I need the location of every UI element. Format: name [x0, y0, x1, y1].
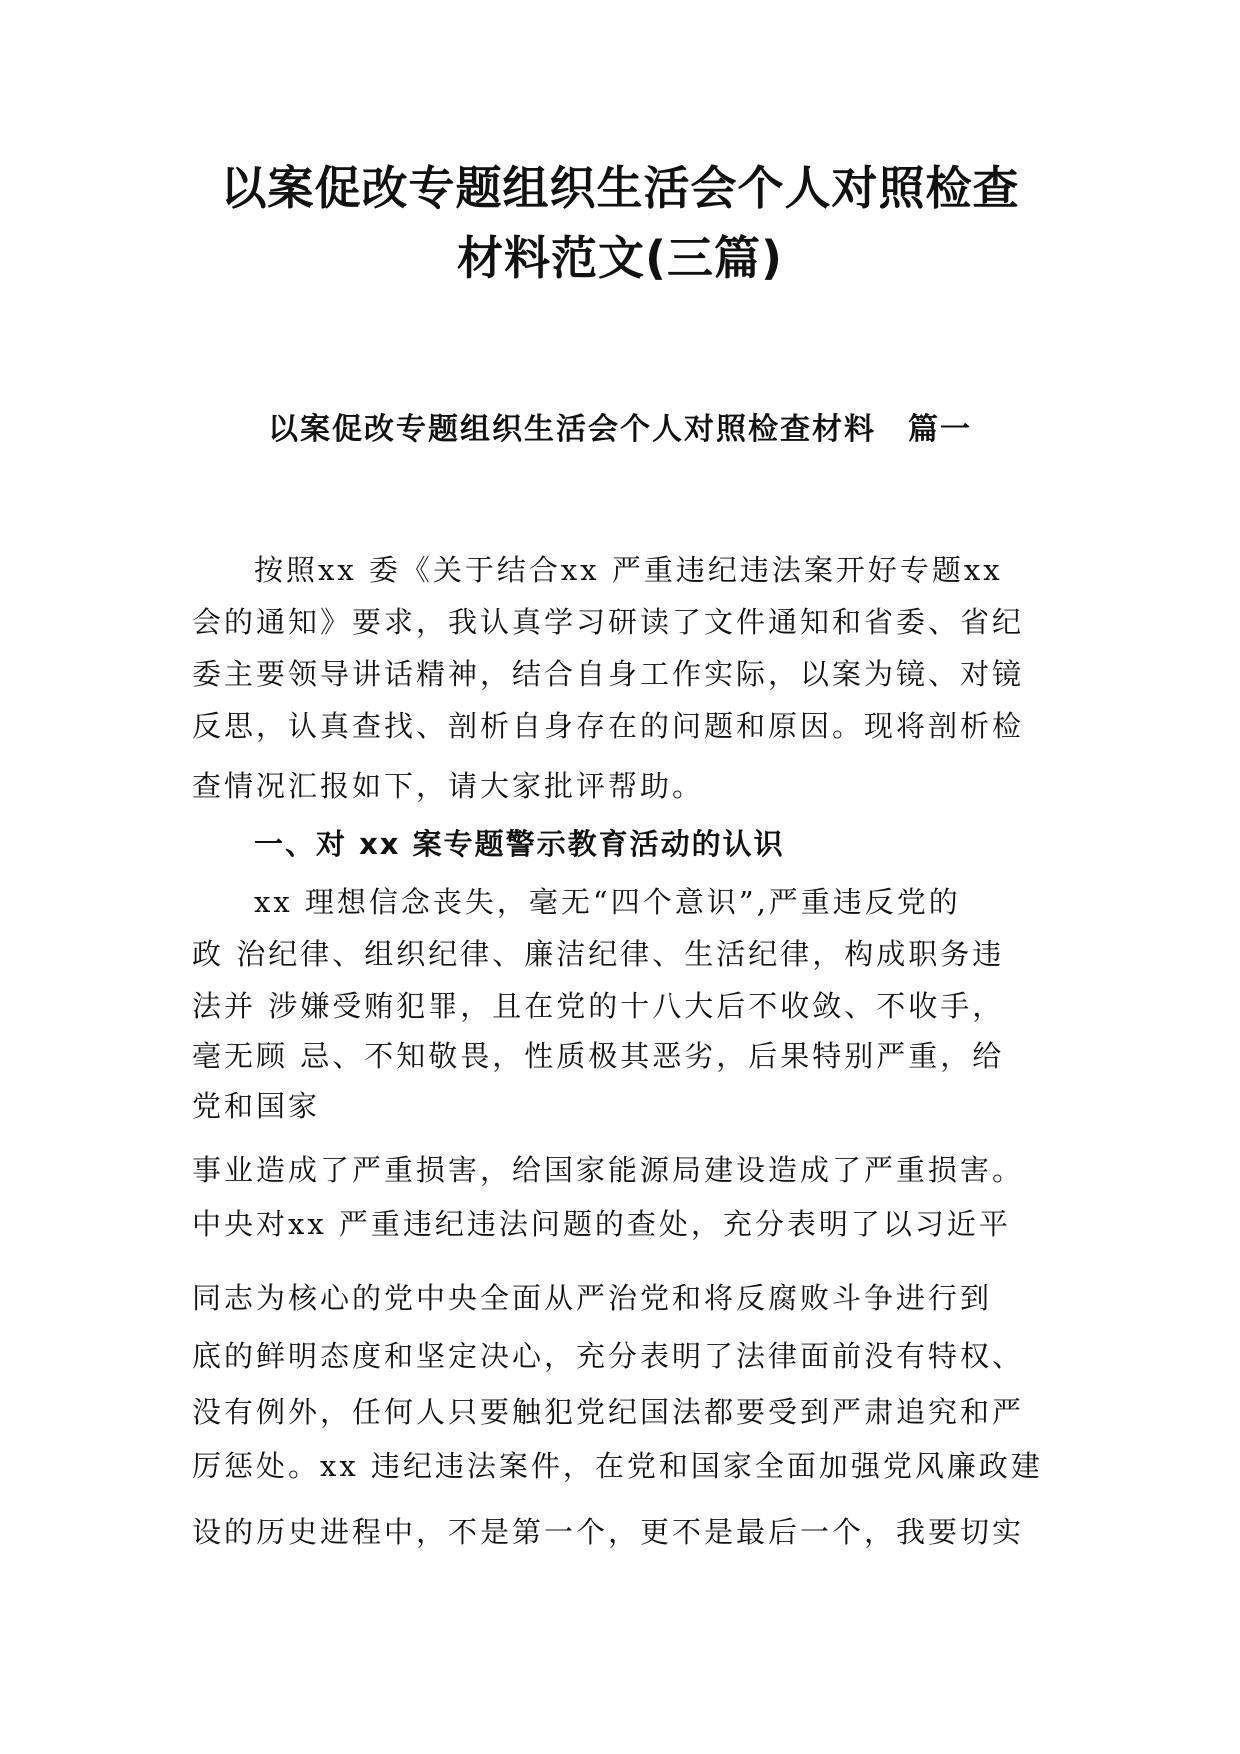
- paragraph-line: 按照xx 委《关于结合xx 严重违纪违法案开好专题xx: [254, 553, 1003, 587]
- paragraph-line: xx 理想信念丧失，毫无“四个意识”,严重违反党的: [254, 885, 961, 919]
- paragraph-line: 设的历史进程中，不是第一个，更不是最后一个，我要切实: [192, 1515, 1025, 1549]
- section-heading: 一、对 xx 案专题警示教育活动的认识: [254, 827, 785, 861]
- paragraph-line: 中央对xx 严重违纪违法问题的查处，充分表明了以习近平: [192, 1207, 1011, 1241]
- paragraph-line: 委主要领导讲话精神，结合自身工作实际，以案为镜、对镜: [192, 657, 1025, 691]
- paragraph-line: 党和国家: [192, 1089, 321, 1123]
- paragraph-line: 厉惩处。xx 违纪违法案件，在党和国家全面加强党风廉政建: [192, 1449, 1043, 1483]
- document-title-line-2: 材料范文(三篇): [456, 231, 784, 285]
- paragraph-line: 会的通知》要求，我认真学习研读了文件通知和省委、省纪: [192, 605, 1025, 639]
- document-title-line-1: 以案促改专题组织生活会个人对照检查: [220, 161, 1020, 215]
- paragraph-line: 反思，认真查找、剖析自身存在的问题和原因。现将剖析检: [192, 709, 1025, 743]
- section-title: 以案促改专题组织生活会个人对照检查材料 篇一: [268, 412, 972, 447]
- paragraph-line: 法并 涉嫌受贿犯罪，且在党的十八大后不收敛、不收手，: [192, 989, 1005, 1023]
- paragraph-line: 毫无顾 忌、不知敬畏，性质极其恶劣，后果特别严重，给: [192, 1039, 1005, 1073]
- paragraph-line: 同志为核心的党中央全面从严治党和将反腐败斗争进行到: [192, 1281, 993, 1315]
- paragraph-line: 政 治纪律、组织纪律、廉洁纪律、生活纪律，构成职务违: [192, 937, 1005, 971]
- paragraph-line: 查情况汇报如下，请大家批评帮助。: [192, 769, 705, 803]
- paragraph-line: 事业造成了严重损害，给国家能源局建设造成了严重损害。: [192, 1153, 1025, 1187]
- paragraph-line: 没有例外，任何人只要触犯党纪国法都要受到严肃追究和严: [192, 1395, 1025, 1429]
- paragraph-line: 底的鲜明态度和坚定决心，充分表明了法律面前没有特权、: [192, 1339, 1025, 1373]
